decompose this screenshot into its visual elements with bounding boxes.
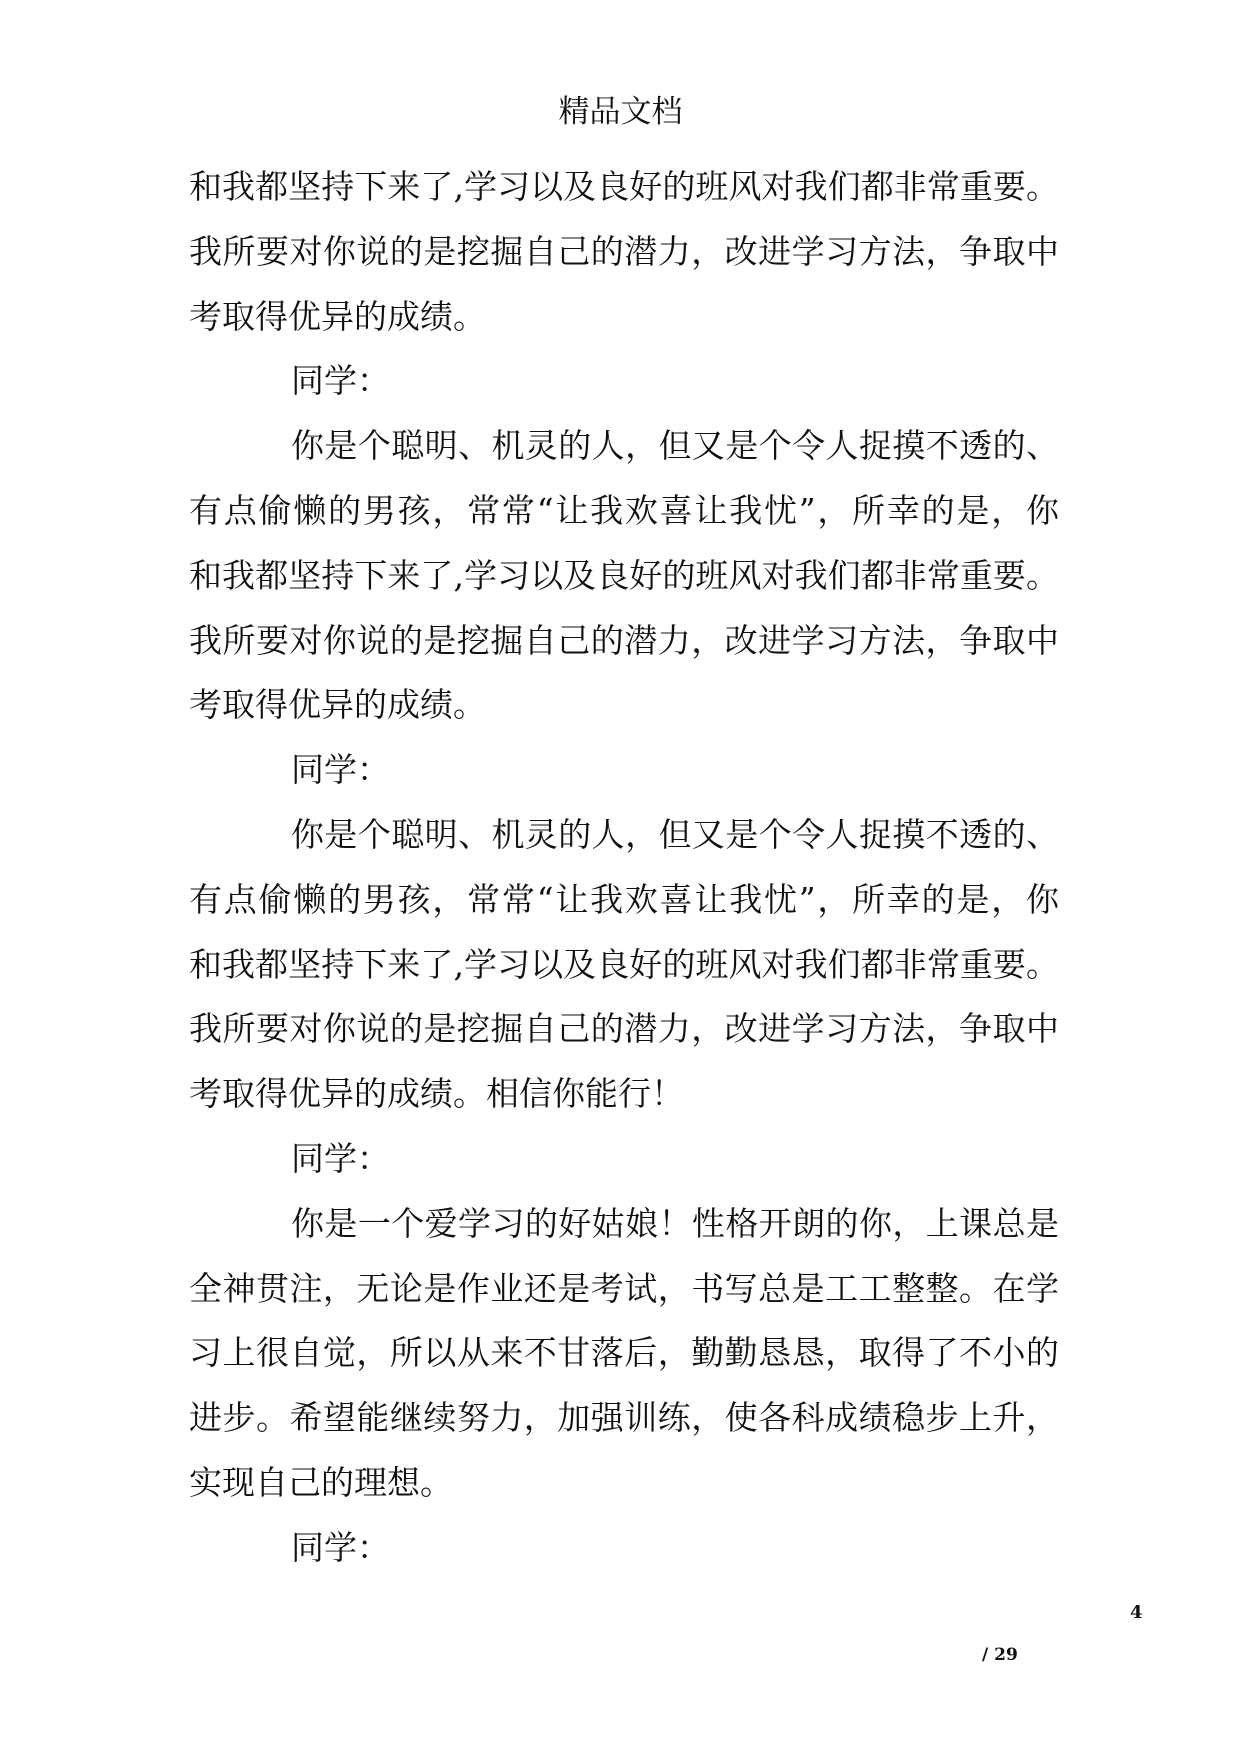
text-line: 全神贯注，无论是作业还是考试，书写总是工工整整。在学 (189, 1268, 1059, 1308)
text-line: 你是一个爱学习的好姑娘！性格开朗的你，上课总是 (291, 1203, 1059, 1243)
text-line: 同学： (291, 1527, 390, 1567)
text-line: 同学： (291, 750, 390, 790)
page-total: / 29 (982, 1645, 1018, 1665)
text-line: 习上很自觉，所以从来不甘落后，勤勤恳恳，取得了不小的 (189, 1333, 1059, 1373)
text-line: 我所要对你说的是挖掘自己的潜力，改进学习方法，争取中 (189, 231, 1059, 271)
text-line: 我所要对你说的是挖掘自己的潜力，改进学习方法，争取中 (189, 620, 1059, 660)
text-line: 考取得优异的成绩。相信你能行！ (189, 1074, 684, 1114)
page-number: 4 (1130, 1602, 1143, 1623)
text-line: 我所要对你说的是挖掘自己的潜力，改进学习方法，争取中 (189, 1009, 1059, 1049)
text-line: 有点偷懒的男孩，常常“让我欢喜让我忧”，所幸的是，你 (189, 490, 1059, 530)
text-line: 考取得优异的成绩。 (189, 685, 486, 725)
text-line: 考取得优异的成绩。 (189, 296, 486, 336)
text-line: 和我都坚持下来了,学习以及良好的班风对我们都非常重要。 (189, 167, 1059, 206)
document-body (189, 155, 1059, 1581)
page-header-title: 精品文档 (558, 94, 683, 130)
text-line: 实现自己的理想。 (189, 1462, 453, 1502)
text-line: 同学： (291, 1138, 390, 1178)
text-line: 你是个聪明、机灵的人，但又是个令人捉摸不透的、 (291, 814, 1059, 854)
text-line: 和我都坚持下来了,学习以及良好的班风对我们都非常重要。 (189, 555, 1059, 595)
text-line: 和我都坚持下来了,学习以及良好的班风对我们都非常重要。 (189, 944, 1059, 984)
text-line: 有点偷懒的男孩，常常“让我欢喜让我忧”，所幸的是，你 (189, 879, 1059, 919)
text-line: 进步。希望能继续努力，加强训练，使各科成绩稳步上升， (189, 1398, 1059, 1438)
text-line: 你是个聪明、机灵的人，但又是个令人捉摸不透的、 (291, 426, 1059, 466)
text-line: 同学： (291, 361, 390, 401)
